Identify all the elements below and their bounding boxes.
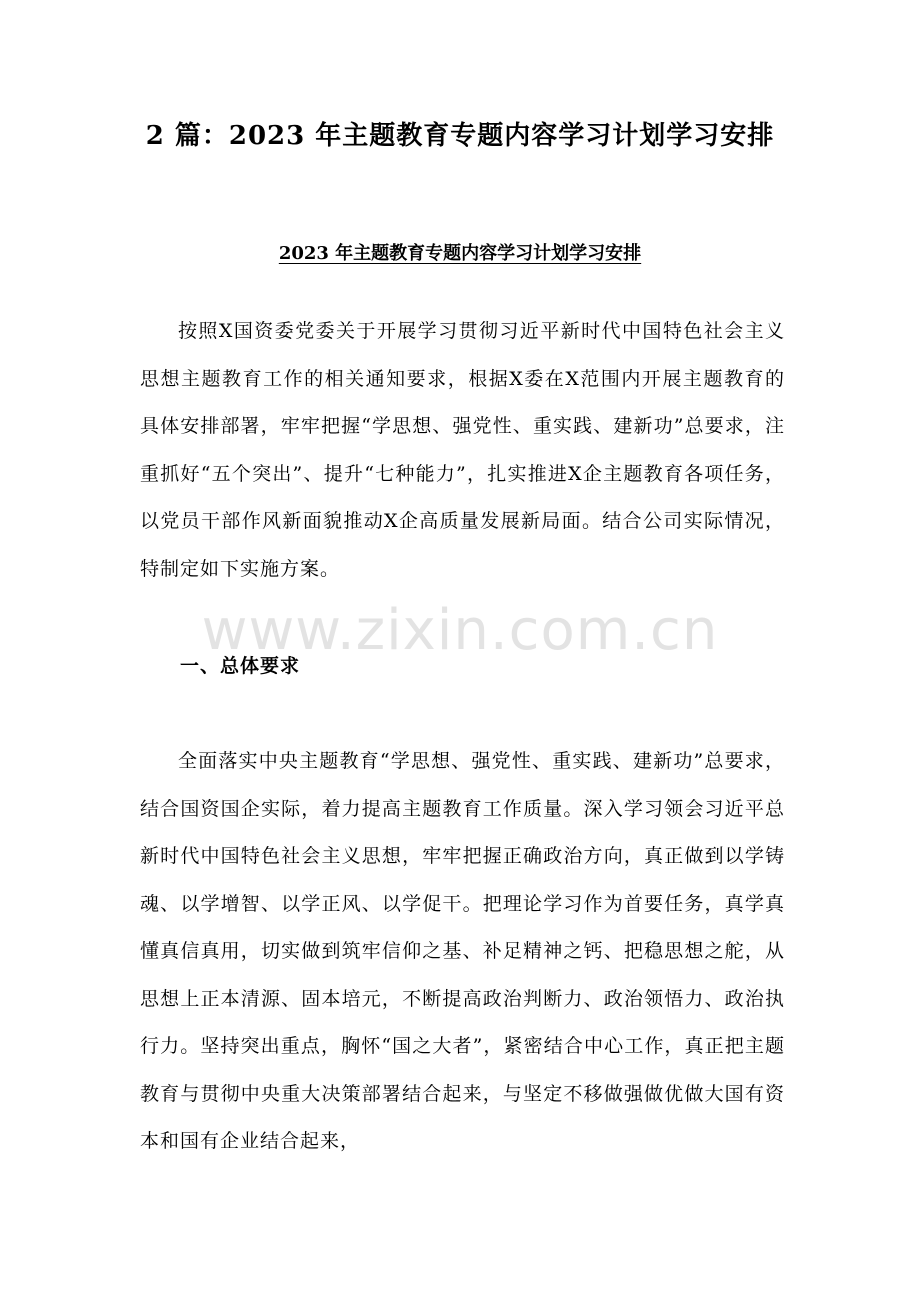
section-heading: 一、总体要求 [180, 655, 301, 677]
document-title: 2 篇：2023 年主题教育专题内容学习计划学习安排 [145, 121, 775, 151]
intro-paragraph: 按照X国资委党委关于开展学习贯彻习近平新时代中国特色社会主义思想主题教育工作的相关通知要求，根据X委在X范围内开展主题教育的具体安排部署，牢牢把握“学思想、强党性、重实践、建新功”总要求，注重抓好“五个突出”、提升“七种能力”，扎实推进X企主题教育各项任务，以党员干部作风新面貌推动X企高质量发展新局面。结合公司实际情况，特制定如下实施方案。 [140, 320, 785, 580]
document-subtitle: 2023 年主题教育专题内容学习计划学习安排 [278, 243, 642, 264]
body-paragraph: 全面落实中央主题教育“学思想、强党性、重实践、建新功”总要求，结合国资国企实际，着力提高主题教育工作质量。深入学习领会习近平总新时代中国特色社会主义思想，牢牢把握正确政治方向，真正做到以学铸魂、以学增智、以学正风、以学促干。把理论学习作为首要任务，真学真懂真信真用，切实做到筑牢信仰之基、补足精神之钙、把稳思想之舵，从思想上正本清源、固本培元，不断提高政治判断力、政治领悟力、政治执行力。坚持突出重点，胸怀“国之大者”，紧密结合中心工作，真正把主题教育与贯彻中央重大决策部署结合起来，与坚定不移做强做优做大国有资本和国有企业结合起来， [140, 750, 785, 1152]
watermark: www.zixin.com.cn [201, 598, 719, 663]
